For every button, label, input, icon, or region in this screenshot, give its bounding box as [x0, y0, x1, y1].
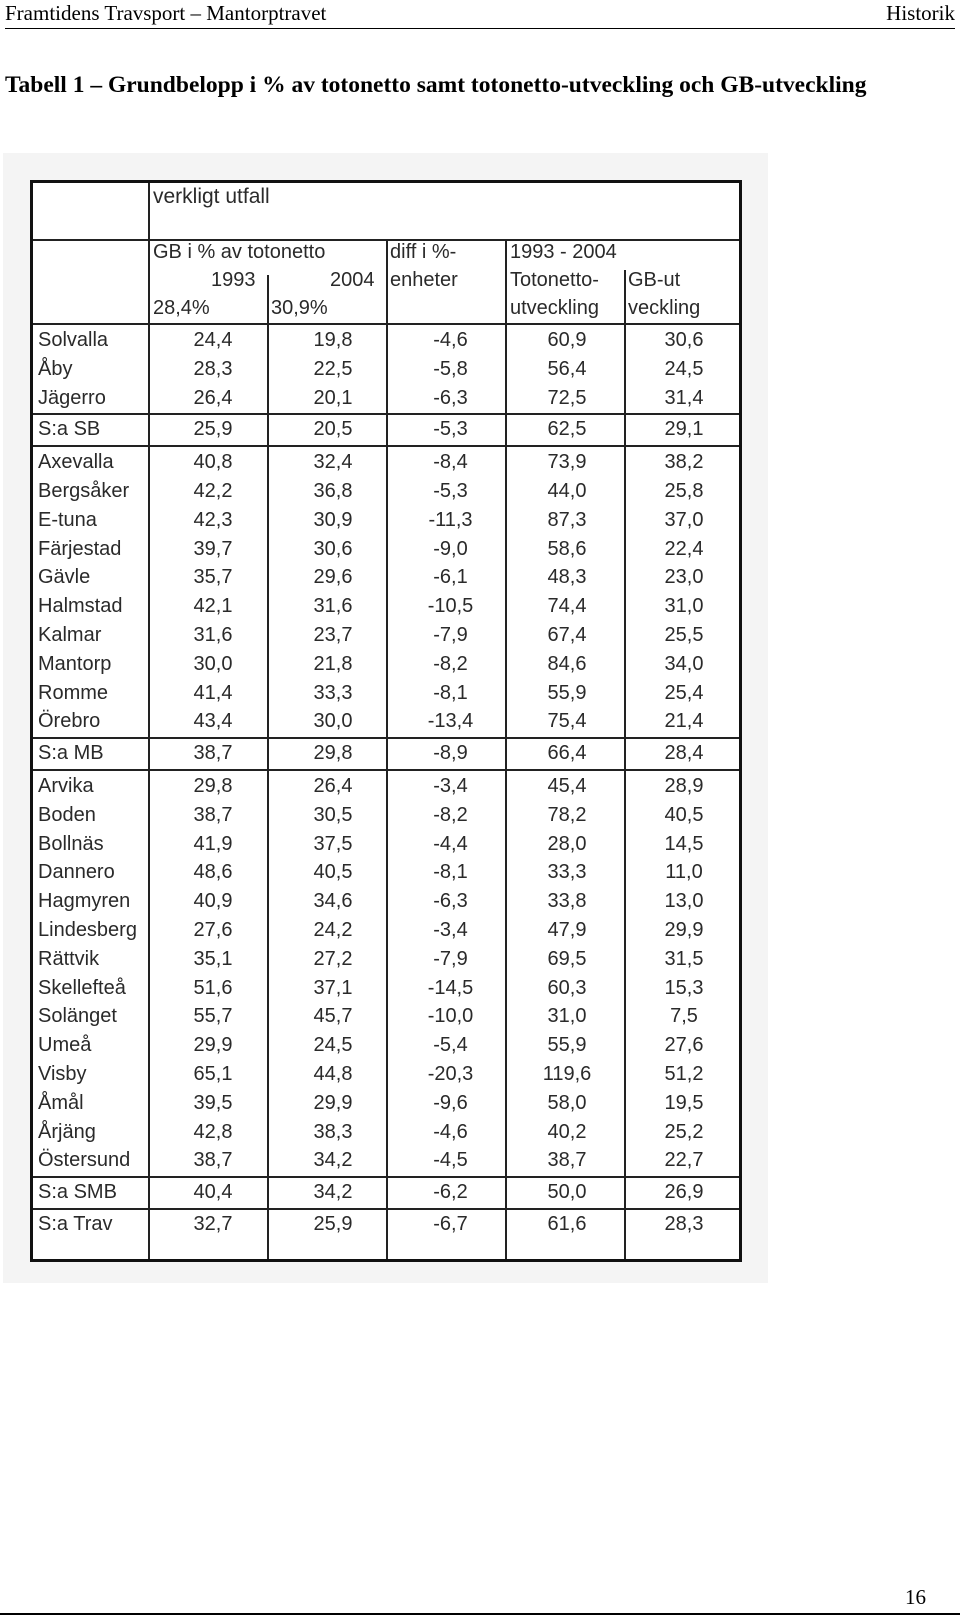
table-row-value: 28,0: [547, 832, 587, 855]
table-row-value: 38,3: [313, 1120, 353, 1143]
table-row-value: 25,8: [664, 480, 704, 502]
table-row-value: 58,6: [547, 537, 587, 560]
sum-row-mb-label: S:a MB: [38, 742, 104, 765]
table-row-value: 27,6: [193, 919, 233, 941]
sum-row-smb-label: S:a SMB: [38, 1181, 117, 1204]
table-row-value: 13,0: [664, 890, 704, 913]
table-row-label: Färjestad: [38, 537, 122, 560]
table-row-value: 38,7: [547, 1149, 587, 1172]
table-row-value: 119,6: [542, 1063, 592, 1085]
table-row-value: 39,5: [193, 1091, 233, 1114]
table-row-value: 40,9: [193, 890, 233, 913]
table-caption: Tabell 1 – Grundbelopp i % av totonetto samt totonetto-utveckling och GB-utveckling: [5, 72, 867, 98]
sum-row-trav-value: 61,6: [547, 1213, 587, 1235]
table-row-value: -13,4: [427, 710, 474, 733]
table-row-value: -5,8: [433, 357, 468, 380]
table-row-value: 34,0: [664, 652, 704, 675]
table-row-value: 22,4: [664, 537, 704, 560]
table-row-value: 30,9: [313, 508, 353, 531]
rule-name-column: [148, 183, 150, 1259]
header-toto-line1: Totonetto-: [510, 269, 599, 291]
sum-row-trav-value: -6,7: [433, 1213, 468, 1235]
table-row-value: 41,4: [193, 681, 233, 704]
table-row-value: 37,0: [664, 508, 704, 531]
table-row-value: -8,4: [433, 451, 468, 474]
table-row-value: 87,3: [547, 508, 587, 531]
rule-sum-sb-bottom: [33, 445, 739, 447]
header-period: 1993 - 2004: [510, 241, 617, 263]
header-avg-1993: 28,4%: [153, 297, 210, 319]
table-row-value: -3,4: [433, 919, 468, 941]
table-row-value: 27,6: [664, 1034, 704, 1057]
table-row-value: 25,4: [664, 681, 704, 704]
table-row-label: Umeå: [38, 1034, 92, 1057]
table-row-value: 38,2: [664, 451, 704, 474]
table-row-value: -6,1: [433, 566, 468, 589]
table-row-label: Solänget: [38, 1005, 117, 1028]
header-gb-dev-line1: GB-ut: [628, 269, 681, 291]
table-row-value: 37,5: [313, 832, 353, 855]
sum-row-trav-label: S:a Trav: [38, 1213, 113, 1235]
table-row-value: 25,2: [664, 1120, 704, 1143]
table-row-value: 19,5: [664, 1091, 704, 1114]
table-row-label: Kalmar: [38, 624, 102, 646]
table-row-value: -11,3: [428, 508, 473, 531]
header-year-1993: 1993: [211, 269, 256, 291]
table-row-value: -6,3: [433, 386, 468, 409]
table-row-value: 33,3: [313, 681, 353, 704]
table-row-value: 29,9: [193, 1034, 233, 1057]
table-row-value: 24,2: [313, 919, 353, 941]
table-row-value: 48,6: [193, 861, 233, 884]
scanned-table-image: [3, 153, 768, 1283]
table-row-value: 27,2: [313, 947, 353, 970]
table-row-value: 30,0: [193, 652, 233, 675]
table-row-value: -8,1: [433, 681, 468, 704]
table-row-value: -9,0: [433, 537, 468, 560]
table-row-value: 31,5: [664, 947, 704, 970]
table-row-value: -4,6: [433, 329, 468, 351]
table-row-value: 56,4: [547, 357, 587, 380]
table-row-value: -14,5: [427, 976, 474, 999]
table-row-value: 47,9: [547, 919, 587, 941]
table-row-value: 31,4: [664, 386, 704, 409]
table-row-label: Årjäng: [38, 1120, 96, 1143]
table-row-value: 22,7: [664, 1149, 704, 1172]
table-row-label: Rättvik: [38, 947, 100, 970]
header-avg-2004: 30,9%: [271, 297, 328, 319]
header-diff-line1: diff i %-: [390, 241, 457, 263]
table-row-value: 26,4: [313, 775, 353, 797]
table-row-label: Halmstad: [38, 595, 123, 618]
table-row-value: -7,9: [433, 947, 468, 970]
table-row-value: 33,8: [547, 890, 587, 913]
sum-row-smb-value: 34,2: [313, 1181, 353, 1204]
header-gb-percent: GB i % av totonetto: [153, 241, 326, 263]
table-row-value: -7,9: [433, 624, 468, 646]
table-row-value: -4,4: [433, 832, 468, 855]
sum-row-smb-value: -6,2: [433, 1181, 468, 1204]
table-row-value: 67,4: [547, 624, 587, 646]
table-row-value: 55,7: [193, 1005, 233, 1028]
sum-row-trav-value: 32,7: [193, 1213, 233, 1235]
table-row-value: 55,9: [547, 681, 587, 704]
page-header: [5, 0, 955, 29]
header-gb-dev-line2: veckling: [628, 297, 701, 319]
table-row-label: E-tuna: [38, 508, 97, 531]
table-row-value: -8,2: [433, 652, 468, 675]
sum-row-sb-label: S:a SB: [38, 418, 101, 441]
table-row-value: -10,5: [427, 595, 474, 618]
table-row-value: -20,3: [427, 1063, 474, 1085]
sum-row-sb-value: -5,3: [433, 418, 468, 441]
table-row-value: 11,0: [665, 861, 703, 884]
sum-row-sb-value: 62,5: [547, 418, 587, 441]
table-row-value: -5,4: [433, 1034, 468, 1057]
table-row-value: 24,4: [193, 329, 233, 351]
table-row-label: Mantorp: [38, 652, 112, 675]
rule-sum-mb-bottom: [33, 769, 739, 771]
table-row-value: 42,2: [193, 480, 233, 502]
table-row-value: 35,7: [193, 566, 233, 589]
table-row-value: 58,0: [547, 1091, 587, 1114]
table-row-label: Hagmyren: [38, 890, 131, 913]
sum-row-sb-value: 29,1: [664, 418, 704, 441]
table-row-label: Gävle: [38, 566, 91, 589]
table-row-value: 40,2: [547, 1120, 587, 1143]
table-row-value: 73,9: [547, 451, 587, 474]
table-row-value: 15,3: [664, 976, 704, 999]
header-document-title: Framtidens Travsport – Mantorptravet: [5, 1, 327, 25]
table-row-label: Östersund: [38, 1149, 131, 1172]
table-row-value: 31,0: [664, 595, 704, 618]
sum-row-smb-value: 50,0: [547, 1181, 587, 1204]
table-row-value: 29,6: [313, 566, 353, 589]
sum-row-mb-value: 28,4: [664, 742, 704, 765]
table-row-value: -4,5: [433, 1149, 468, 1172]
sum-row-sb-value: 20,5: [313, 418, 353, 441]
table-row-value: 45,7: [313, 1005, 353, 1028]
table-row-value: 31,6: [313, 595, 353, 618]
sum-row-mb-value: -8,9: [433, 742, 468, 765]
rule-header-top: [33, 239, 739, 241]
table-row-value: 24,5: [313, 1034, 353, 1057]
table-row-value: 20,1: [313, 386, 353, 409]
table-row-value: 30,6: [313, 537, 353, 560]
header-year-2004: 2004: [330, 269, 375, 291]
data-table: [30, 180, 742, 1262]
table-row-value: 72,5: [547, 386, 587, 409]
table-row-label: Jägerro: [38, 386, 106, 409]
header-toto-line2: utveckling: [510, 297, 599, 319]
table-row-value: 48,3: [547, 566, 587, 589]
table-row-label: Skellefteå: [38, 976, 126, 999]
table-row-value: 31,0: [547, 1005, 587, 1028]
table-row-value: 34,6: [313, 890, 353, 913]
rule-header-bottom: [33, 323, 739, 325]
table-row-value: 40,5: [664, 803, 704, 826]
table-row-value: 44,8: [313, 1063, 353, 1085]
table-row-value: 23,7: [313, 624, 353, 646]
table-row-value: 19,8: [313, 329, 353, 351]
table-row-value: 22,5: [313, 357, 353, 380]
sum-row-smb-value: 26,9: [664, 1181, 704, 1204]
table-row-value: -5,3: [433, 480, 468, 502]
table-row-value: 42,8: [193, 1120, 233, 1143]
table-row-value: 24,5: [664, 357, 704, 380]
table-row-value: 60,3: [547, 976, 587, 999]
table-row-value: 29,9: [313, 1091, 353, 1114]
table-row-value: 84,6: [547, 652, 587, 675]
table-row-value: 41,9: [193, 832, 233, 855]
table-row-value: 40,5: [313, 861, 353, 884]
table-row-value: 38,7: [193, 803, 233, 826]
table-row-value: -8,2: [433, 803, 468, 826]
table-row-label: Boden: [38, 803, 96, 826]
table-row-label: Örebro: [38, 710, 101, 733]
table-row-value: 51,2: [664, 1063, 704, 1085]
table-row-value: 25,5: [664, 624, 704, 646]
table-row-value: 74,4: [547, 595, 587, 618]
table-row-value: 14,5: [664, 832, 704, 855]
sum-row-mb-value: 66,4: [547, 742, 587, 765]
header-diff-line2: enheter: [390, 269, 458, 291]
table-row-value: -10,0: [427, 1005, 474, 1028]
table-row-value: 69,5: [547, 947, 587, 970]
table-row-value: 30,0: [313, 710, 353, 733]
table-row-value: 33,3: [547, 861, 587, 884]
table-row-value: 28,9: [664, 775, 704, 797]
table-row-value: 51,6: [193, 976, 233, 999]
table-row-label: Romme: [38, 681, 109, 704]
sum-row-trav-value: 25,9: [313, 1213, 353, 1235]
table-row-value: 28,3: [193, 357, 233, 380]
table-row-value: 37,1: [313, 976, 353, 999]
table-row-value: 32,4: [313, 451, 353, 474]
table-row-value: -6,3: [433, 890, 468, 913]
table-row-value: 38,7: [193, 1149, 233, 1172]
table-row-label: Bollnäs: [38, 832, 104, 855]
table-row-value: 42,3: [193, 508, 233, 531]
table-row-label: Åmål: [38, 1091, 84, 1114]
table-row-value: 78,2: [547, 803, 587, 826]
table-row-label: Arvika: [38, 775, 94, 797]
table-row-value: 55,9: [547, 1034, 587, 1057]
footer-rule: [0, 1613, 960, 1615]
page-number: 16: [905, 1585, 926, 1609]
table-row-value: 39,7: [193, 537, 233, 560]
table-row-value: 7,5: [670, 1005, 698, 1028]
header-section-name: Historik: [886, 1, 955, 25]
table-row-value: -8,1: [433, 861, 468, 884]
table-row-value: 21,4: [664, 710, 704, 733]
table-row-value: 29,9: [664, 919, 704, 941]
table-row-value: 40,8: [193, 451, 233, 474]
table-row-label: Axevalla: [38, 451, 114, 474]
table-row-value: 30,6: [664, 329, 704, 351]
table-row-value: 36,8: [313, 480, 353, 502]
table-row-value: 21,8: [313, 652, 353, 675]
sum-row-sb-value: 25,9: [193, 418, 233, 441]
table-row-value: 26,4: [193, 386, 233, 409]
table-row-value: 35,1: [193, 947, 233, 970]
header-verkligt-utfall: verkligt utfall: [153, 185, 270, 208]
table-row-value: 44,0: [547, 480, 587, 502]
table-row-value: 60,9: [547, 329, 587, 351]
table-row-label: Solvalla: [38, 329, 109, 351]
table-row-value: 65,1: [193, 1063, 233, 1085]
table-row-value: 23,0: [664, 566, 704, 589]
table-row-label: Visby: [38, 1063, 87, 1085]
table-row-value: -9,6: [433, 1091, 468, 1114]
table-row-value: 75,4: [547, 710, 587, 733]
sum-row-trav-value: 28,3: [664, 1213, 704, 1235]
table-row-value: 29,8: [193, 775, 233, 797]
sum-row-mb-value: 29,8: [313, 742, 353, 765]
table-row-value: 45,4: [547, 775, 587, 797]
table-row-label: Åby: [38, 357, 73, 380]
table-row-value: -4,6: [433, 1120, 468, 1143]
table-row-label: Bergsåker: [38, 480, 130, 502]
table-row-value: 34,2: [313, 1149, 353, 1172]
table-row-value: 42,1: [193, 595, 233, 618]
table-row-value: 43,4: [193, 710, 233, 733]
sum-row-mb-value: 38,7: [193, 742, 233, 765]
table-row-value: 30,5: [313, 803, 353, 826]
table-row-label: Dannero: [38, 861, 115, 884]
sum-row-smb-value: 40,4: [193, 1181, 233, 1204]
table-row-value: 31,6: [193, 624, 233, 646]
table-row-value: -3,4: [433, 775, 468, 797]
table-row-label: Lindesberg: [38, 919, 137, 941]
